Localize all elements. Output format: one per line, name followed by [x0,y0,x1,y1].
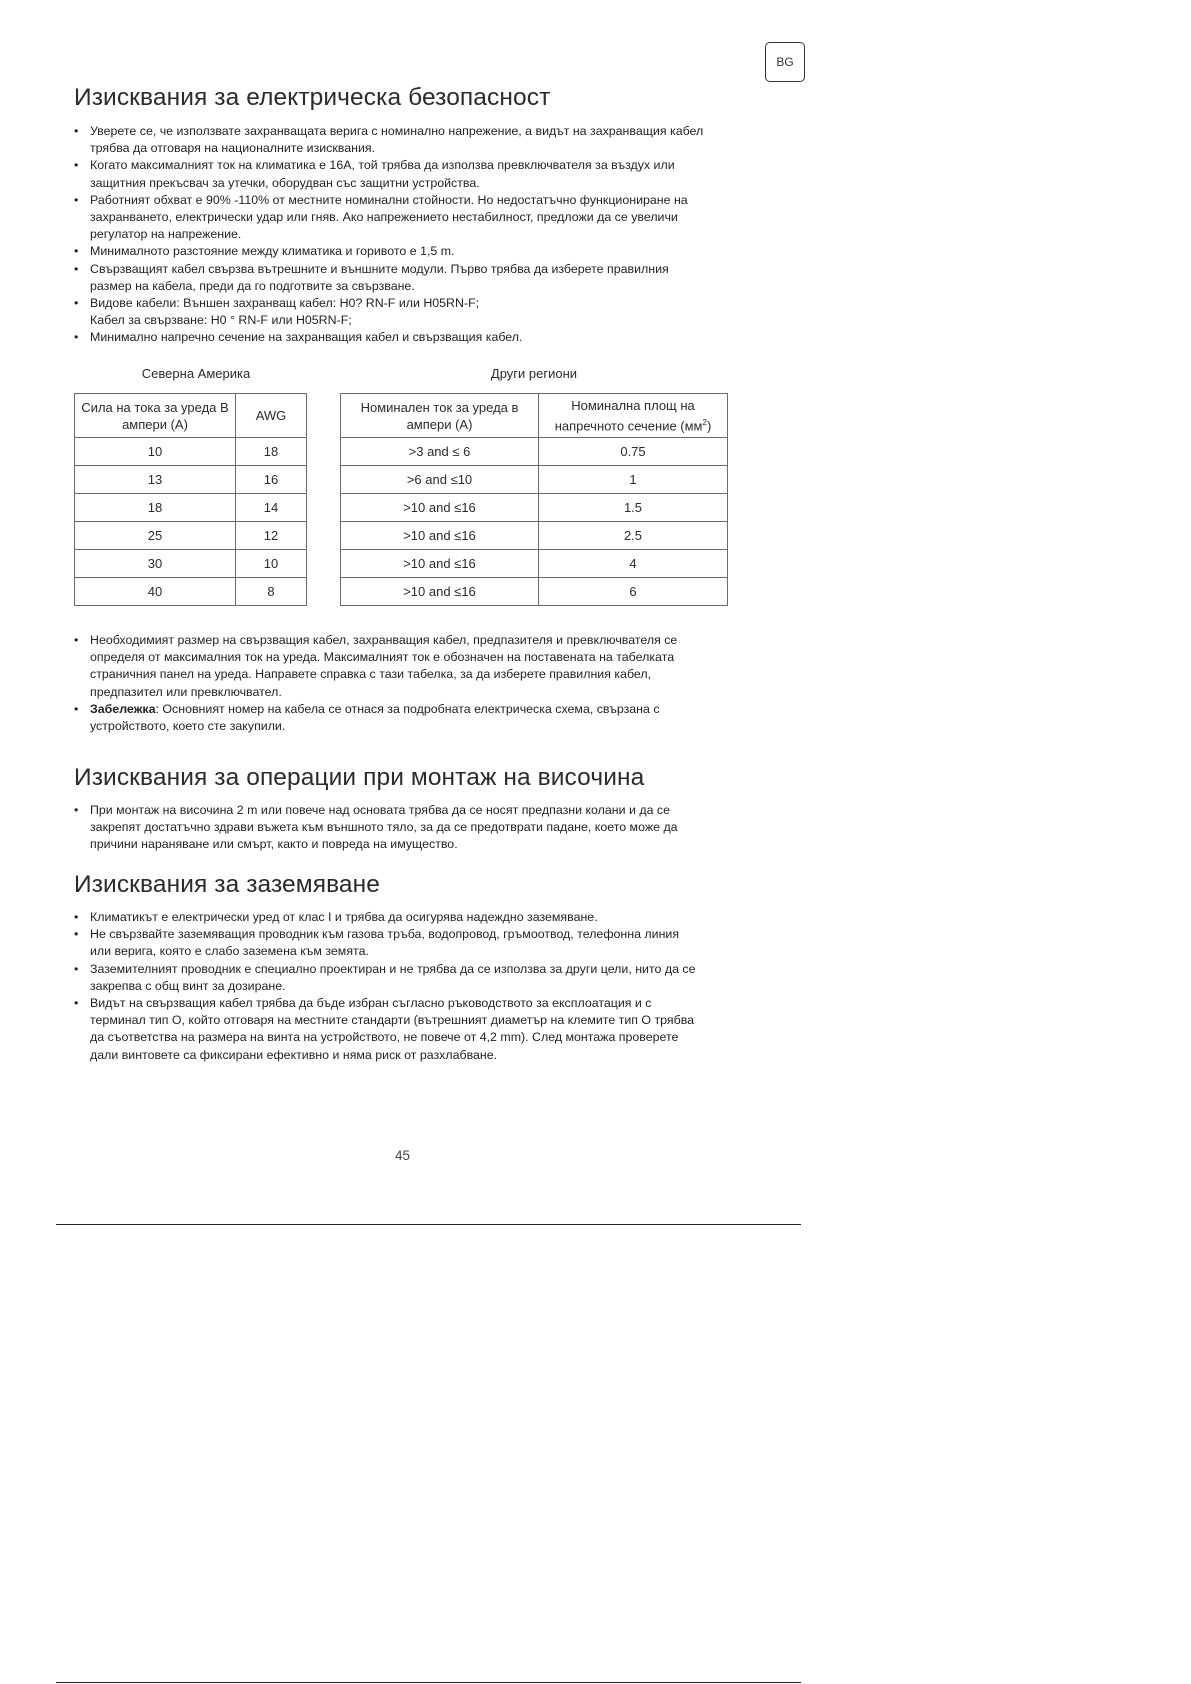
note-label: Забележка [90,701,156,716]
table-cell: 18 [75,494,236,522]
table-row [75,494,307,522]
other-regions-caption: Други региони [490,366,578,381]
table-cell: 13 [75,466,236,494]
table-row [341,550,728,578]
table-row [341,522,728,550]
language-badge: BG [765,42,805,82]
list-item: • Климатикът е електрически уред от клас I и трябва да осигурява надеждно заземяване. [74,910,598,924]
grounding-bullet-list [74,909,774,1064]
table-cell: 12 [236,522,307,550]
north-america-table [74,393,307,606]
table-cell: 2.5 [539,522,728,550]
table-cell: 4 [539,550,728,578]
table-row [341,466,728,494]
table-row [341,578,728,606]
table-header-row [341,394,728,438]
table-header: Номинален ток за уреда в ампери (А) [341,394,539,438]
list-item: • Заземителният проводник е специално проектиран и не трябва да се използва за други цели, нито да се закрепва с общ винт за дозиране. [74,961,696,993]
list-item: • Уверете се, че използвате захранващата верига с номинално напрежение, а видът на захранващия кабел трябва да отговаря на националните изисквания. [74,124,704,156]
height-bullet-list [74,802,774,854]
table-header: Номинална площ на напречното сечение $(мм^2)$ [539,394,728,438]
note-item: • Забележка: Основният номер на кабела се отнася за подробната електрическа схема, свързана с устройството, което сте закупили. [74,701,660,734]
table-cell: >3 and ≤ 6 [341,438,539,466]
table-cell: 40 [75,578,236,606]
table-row [75,550,307,578]
table-cell: >10 and ≤16 [341,550,539,578]
table-cell: 14 [236,494,307,522]
table-row [75,578,307,606]
table-cell: 0.75 [539,438,728,466]
table-cell: 6 [539,578,728,606]
list-item: • Видове кабели: Външен захранващ кабел: H0? RN-F или H05RN-F; Кабел за свързване: H0 ° RN-F или H05RN-F; [74,296,480,328]
table-cell: 16 [236,466,307,494]
other-regions-table [340,393,728,606]
table-header-row [75,394,307,438]
table-row [341,438,728,466]
table-cell: 1 [539,466,728,494]
table-cell: >10 and ≤16 [341,522,539,550]
list-item: • Не свързвайте заземяващия проводник към газова тръба, водопровод, гръмоотвод, телефонна линия или верига, която е слабо заземена към земята. [74,927,680,959]
list-item: • Работният обхват е 90% -110% от местните номинални стойности. Но недостатъчно функциониране на захранването, електрически удар или гняв. Ако напрежението нестабилност, предложи да се увеличи регулатор на напрежение. [74,192,688,242]
electrical-bullet-list [74,123,774,347]
bottom-divider-line [56,1682,801,1683]
section-title-electrical-safety: Изисквания за електрическа безопасност [74,84,551,111]
list-item: • Минималното разстояние между климатика и горивото е 1,5 m. [74,244,455,259]
table-row [341,494,728,522]
section-title-grounding: Изисквания за заземяване [74,871,381,898]
table-cell: 25 [75,522,236,550]
table-cell: 1.5 [539,494,728,522]
table-cell: 8 [236,578,307,606]
divider-line [56,1224,801,1225]
table-row [75,466,307,494]
table-cell: >10 and ≤16 [341,578,539,606]
list-item: • При монтаж на височина 2 m или повече над основата трябва да се носят предпазни колани и да се закрепят достатъчно здрави въжета към външното тяло, за да се предотврати падане, което може да причини нараняване или смърт, както и повреда на имущество. [74,803,678,852]
table-header: AWG [236,394,307,438]
list-item: • Минимално напречно сечение на захранващия кабел и свързващия кабел. [74,330,523,345]
list-item: • Необходимият размер на свързващия кабел, захранващия кабел, предпазителя и превключвателя се определя от максималния ток на уреда. Максималният ток е обозначен на поставената на табелката страничния панел на уреда. Направете справка с тази табелка, за да изберете правилния кабел, предпазител или превключвател. [74,633,678,699]
page-number: 45 [394,1148,411,1163]
list-item: • Когато максималният ток на климатика е 16А, той трябва да използва превключвателя за въздух или защитния прекъсвач за утечки, оборудван със защитни устройства. [74,158,675,190]
list-item: • Свързващият кабел свързва вътрешните и външните модули. Първо трябва да изберете правилния размер на кабела, преди да го подготвите за свързване. [74,261,669,293]
table-cell: 18 [236,438,307,466]
table-cell: >10 and ≤16 [341,494,539,522]
north-america-caption: Северна Америка [141,366,251,381]
table-header: Сила на тока за уреда В ампери (А) [75,394,236,438]
table-row [75,522,307,550]
table-cell: 30 [75,550,236,578]
table-cell: >6 and ≤10 [341,466,539,494]
table-cell: 10 [236,550,307,578]
section-title-height-work: Изисквания за операции при монтаж на височина [74,764,645,791]
table-row [75,438,307,466]
table-cell: 10 [75,438,236,466]
cable-size-bullet-list [74,632,774,735]
list-item: • Видът на свързващия кабел трябва да бъде избран съгласно ръководството за експлоатация и с терминал тип O, който отговаря на местните стандарти (вътрешният диаметър на клемите тип O трябва да съответства на размера на винта на устройството, не повече от 4,2 mm). След монтажа проверете дали винтовете са фиксирани ефективно и няма риск от разхлабване. [74,996,695,1062]
